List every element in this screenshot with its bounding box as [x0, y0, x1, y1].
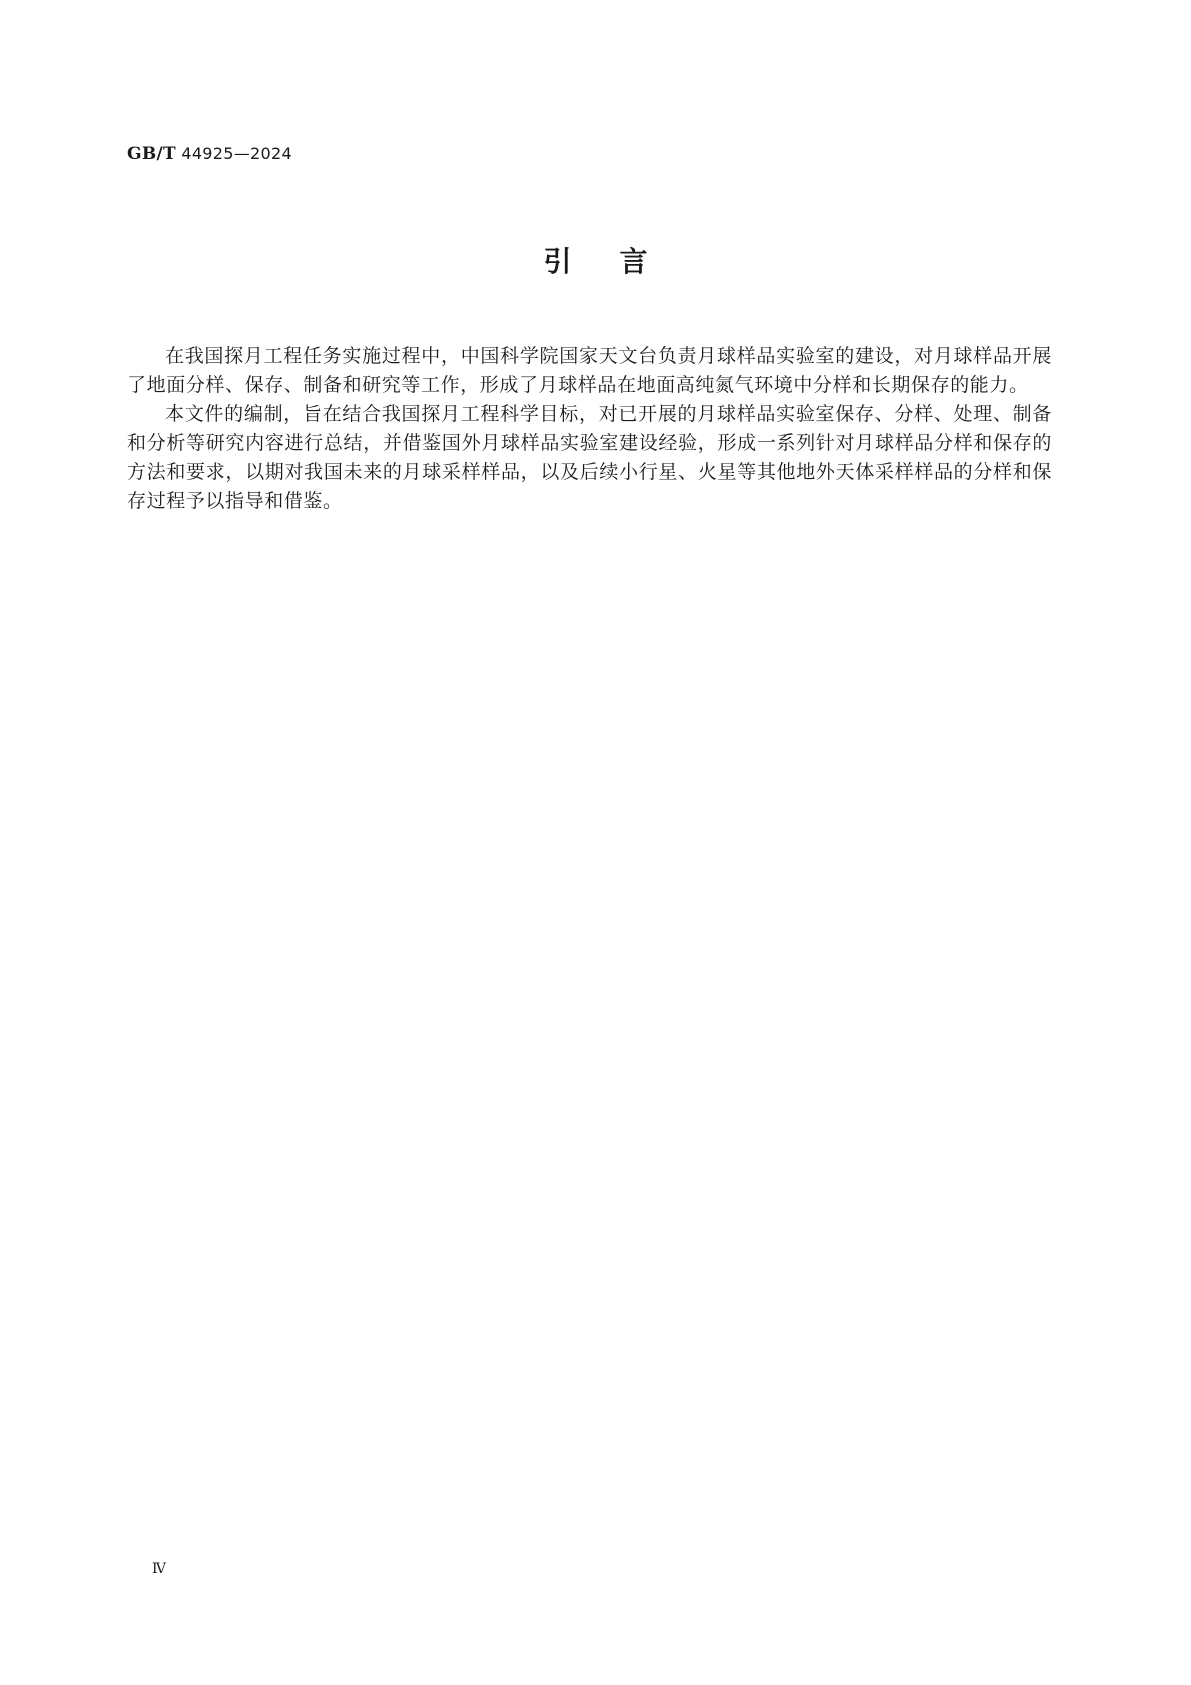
paragraph: 在我国探月工程任务实施过程中，中国科学院国家天文台负责月球样品实验室的建设，对月球样品开展了地面分样、保存、制备和研究等工作，形成了月球样品在地面高纯氮气环境中分样和长期保存的能力。	[127, 345, 1052, 396]
paragraph: 本文件的编制，旨在结合我国探月工程科学目标，对已开展的月球样品实验室保存、分样、处理、制备和分析等研究内容进行总结，并借鉴国外月球样品实验室建设经验，形成一系列针对月球样品分样和保存的方法和要求，以期对我国未来的月球采样样品，以及后续小行星、火星等其他地外天体采样样品的分样和保存过程予以指导和借鉴。	[127, 403, 1052, 512]
standard-code	[127, 144, 292, 164]
standard-prefix: GB/T	[127, 144, 176, 164]
body-text	[127, 342, 1052, 516]
page-number: Ⅳ	[152, 1561, 166, 1577]
standard-number: 44925—2024	[181, 144, 292, 163]
section-title: 引言	[543, 245, 696, 278]
